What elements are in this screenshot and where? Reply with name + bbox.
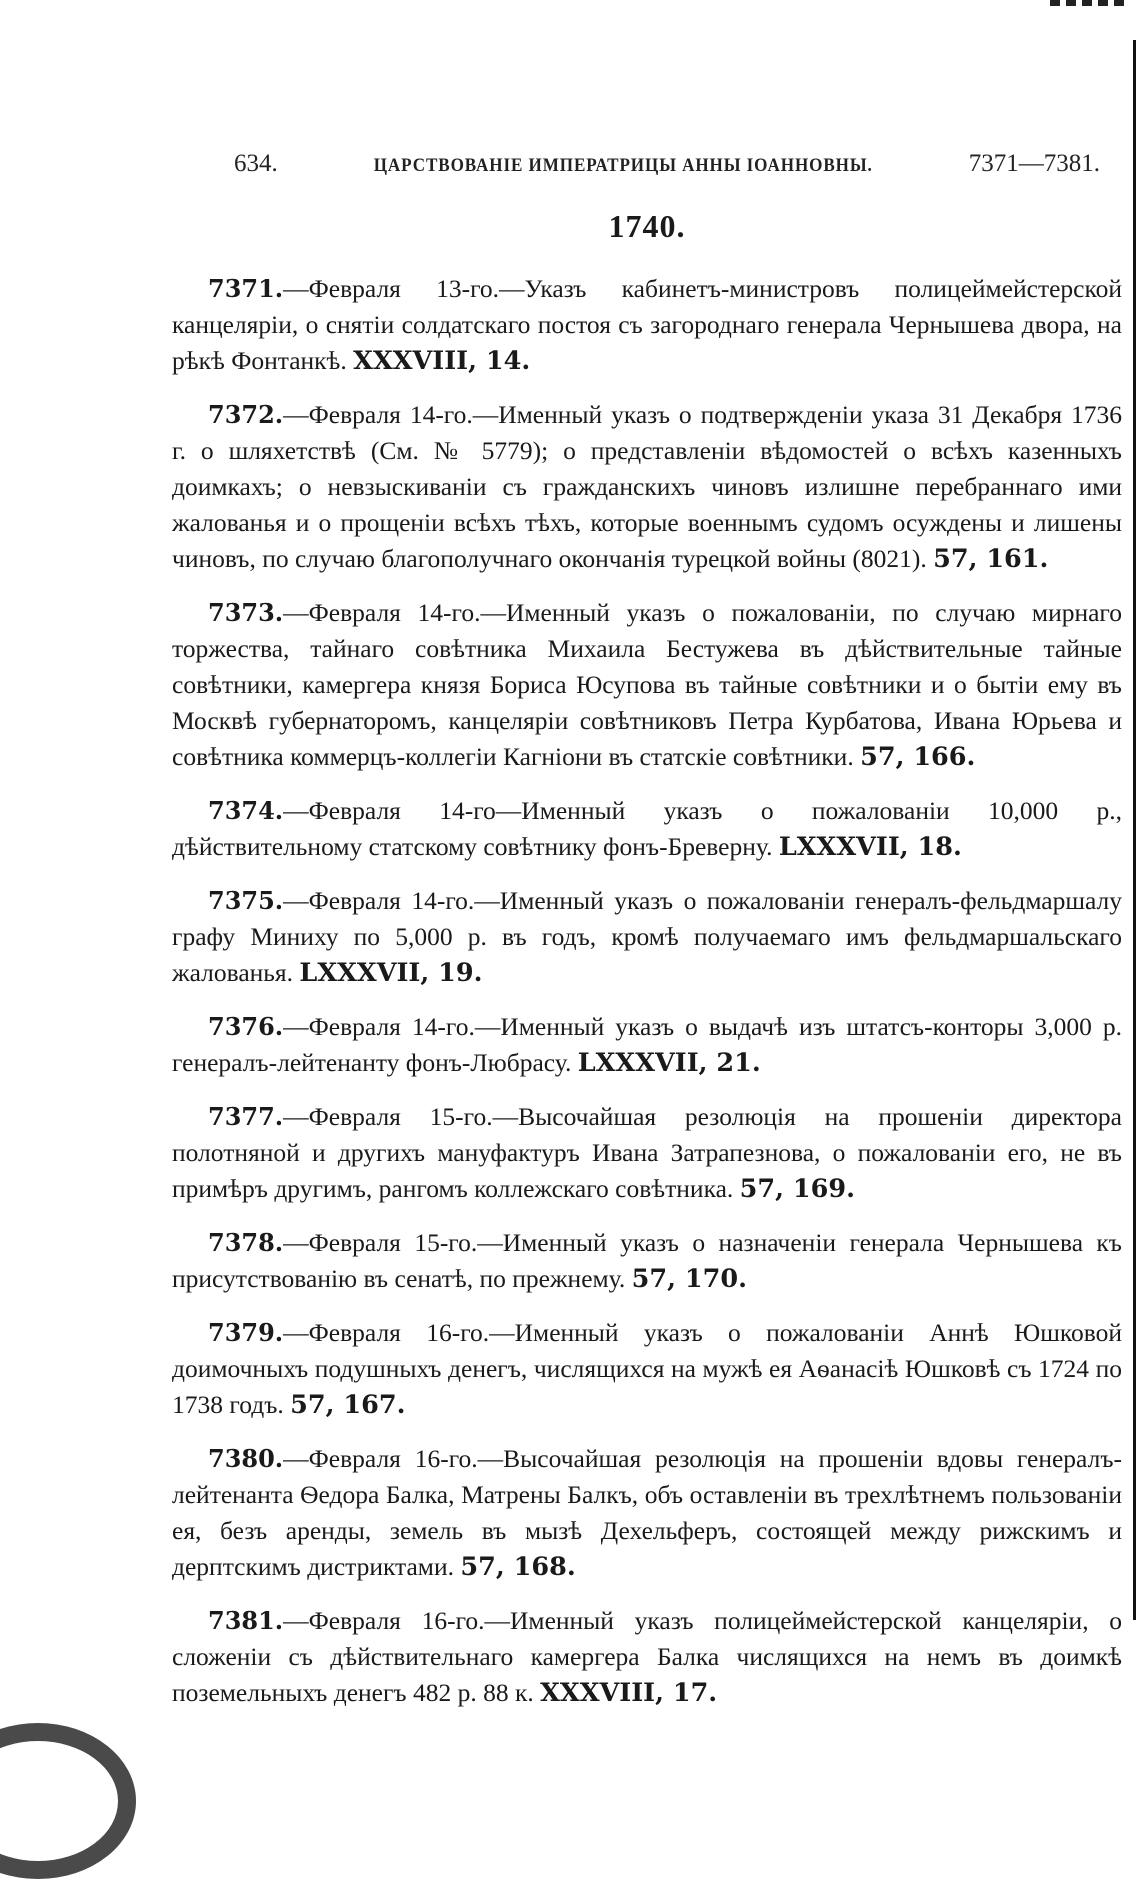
entry-number: 7373. <box>208 598 284 627</box>
entry-reference: 57, 161. <box>933 544 1049 574</box>
entry-range: 7371—7381. <box>968 150 1100 177</box>
entry-reference: XXXVIII, 17. <box>540 1678 718 1708</box>
entry-text: —Февраля 16-го.—Именный указъ о пожалованіи Аннѣ Юшковой доимочныхъ подушныхъ денегъ, числящихся на мужѣ ея Аѳанасіѣ Юшковѣ съ 1724 по 1738 годъ. <box>172 1318 1122 1419</box>
entry-5 <box>172 883 1122 991</box>
entry-1 <box>172 271 1122 379</box>
entry-text: —Февраля 14-го.—Именный указъ о выдачѣ изъ штатсъ-конторы 3,000 р. генералъ-лейтенанту фонъ-Любрасу. <box>172 1012 1122 1077</box>
page-number: 634. <box>234 150 278 177</box>
entry-text: —Февраля 15-го.—Высочайшая резолюція на прошеніи директора полотняной и другихъ мануфактуръ Ивана Затрапезнова, о пожалованіи его, не въ примѣръ другимъ, рангомъ коллежскаго совѣтника. <box>172 1102 1122 1203</box>
scan-artifact-top <box>1050 0 1130 6</box>
entry-number: 7381. <box>208 1606 284 1635</box>
entry-text: —Февраля 14-го—Именный указъ о пожалованіи 10,000 р., дѣйствительному статскому совѣтнику фонъ-Бреверну. <box>172 796 1122 861</box>
entry-text: —Февраля 14-го.—Именный указъ о пожалованіи, по случаю мирнаго торжества, тайнаго совѣтника Михаила Бестужева въ дѣйствительные тайные совѣтники, камергера князя Бориса Юсупова въ тайные совѣтники и о бытіи ему въ Москвѣ губернаторомъ, канцеляріи совѣтниковъ Петра Курбатова, Ивана Юрьева и совѣтника коммерцъ-коллегіи Кагніони въ статскіе совѣтники. <box>172 598 1122 771</box>
scan-edge-rule <box>1133 40 1136 1620</box>
entry-2 <box>172 397 1122 577</box>
entry-number: 7378. <box>208 1228 284 1257</box>
entry-reference: LXXXVII, 19. <box>299 958 483 988</box>
entry-text: —Февраля 14-го.—Именный указъ о подтвержденіи указа 31 Декабря 1736 г. о шляхетствѣ (См. № 5779); о представленіи вѣдомостей о всѣхъ казенныхъ доимкахъ; о невзыскиваніи съ гражданскихъ чиновъ излишне перебраннаго ими жалованья и о прощеніи всѣхъ тѣхъ, которые военнымъ судомъ осуждены и лишены чиновъ, по случаю благополучнаго окончанія турецкой войны (8021). <box>172 400 1122 573</box>
entry-number: 7379. <box>208 1318 284 1347</box>
entry-number: 7375. <box>208 886 284 915</box>
entry-10 <box>172 1441 1122 1585</box>
entry-number: 7380. <box>208 1444 284 1473</box>
entry-text: —Февраля 16-го.—Именный указъ полицеймейстерской канцеляріи, о сложеніи съ дѣйствительнаго камергера Балка числящихся на немъ въ доимкѣ поземельныхъ денегъ 482 р. 88 к. <box>172 1606 1122 1707</box>
entry-number: 7372. <box>208 400 284 429</box>
running-header <box>172 150 1122 178</box>
entry-reference: LXXXVII, 21. <box>577 1048 761 1078</box>
year-heading: 1740. <box>608 208 686 244</box>
entry-4 <box>172 793 1122 865</box>
entry-number: 7376. <box>208 1012 284 1041</box>
entry-text: —Февраля 13-го.—Указъ кабинетъ-министровъ полицеймейстерской канцеляріи, о снятіи солдатскаго постоя съ загороднаго генерала Чернышева двора, на рѣкѣ Фонтанкѣ. <box>172 274 1122 375</box>
entry-8 <box>172 1225 1122 1297</box>
entry-reference: 57, 168. <box>460 1552 576 1582</box>
entry-number: 7371. <box>208 274 284 303</box>
entry-text: —Февраля 15-го.—Именный указъ о назначеніи генерала Чернышева къ присутствованію въ сенатѣ, по прежнему. <box>172 1228 1122 1293</box>
entry-text: —Февраля 14-го.—Именный указъ о пожалованіи генералъ-фельдмаршалу графу Миниху по 5,000 р. въ годъ, кромѣ получаемаго имъ фельдмаршальскаго жалованья. <box>172 886 1122 987</box>
entry-reference: 57, 166. <box>860 742 976 772</box>
entry-reference: 57, 167. <box>290 1390 406 1420</box>
entry-number: 7377. <box>208 1102 284 1131</box>
entries-list <box>172 271 1122 1711</box>
entry-6 <box>172 1009 1122 1081</box>
running-title: ЦАРСТВОВАНІЕ ИМПЕРАТРИЦЫ АННЫ ІОАННОВНЫ. <box>373 155 873 176</box>
entry-7 <box>172 1099 1122 1207</box>
entry-number: 7374. <box>208 796 284 825</box>
entry-text: —Февраля 16-го.—Высочайшая резолюція на прошеніи вдовы генералъ-лейтенанта Ѳедора Балка, Матрены Балкъ, объ оставленіи въ трехлѣтнемъ пользованіи ея, безъ аренды, земель въ мызѣ Дехельферъ, состоящей между рижскимъ и дерптскимъ дистриктами. <box>172 1444 1122 1581</box>
entry-reference: 57, 170. <box>631 1264 747 1294</box>
entry-reference: XXXVIII, 14. <box>353 346 531 376</box>
entry-11 <box>172 1603 1122 1711</box>
entry-3 <box>172 595 1122 775</box>
entry-reference: 57, 169. <box>739 1174 855 1204</box>
document-page <box>172 150 1122 1729</box>
entry-9 <box>172 1315 1122 1423</box>
entry-reference: LXXXVII, 18. <box>778 832 962 862</box>
scan-corner-artifact <box>0 1723 136 1879</box>
